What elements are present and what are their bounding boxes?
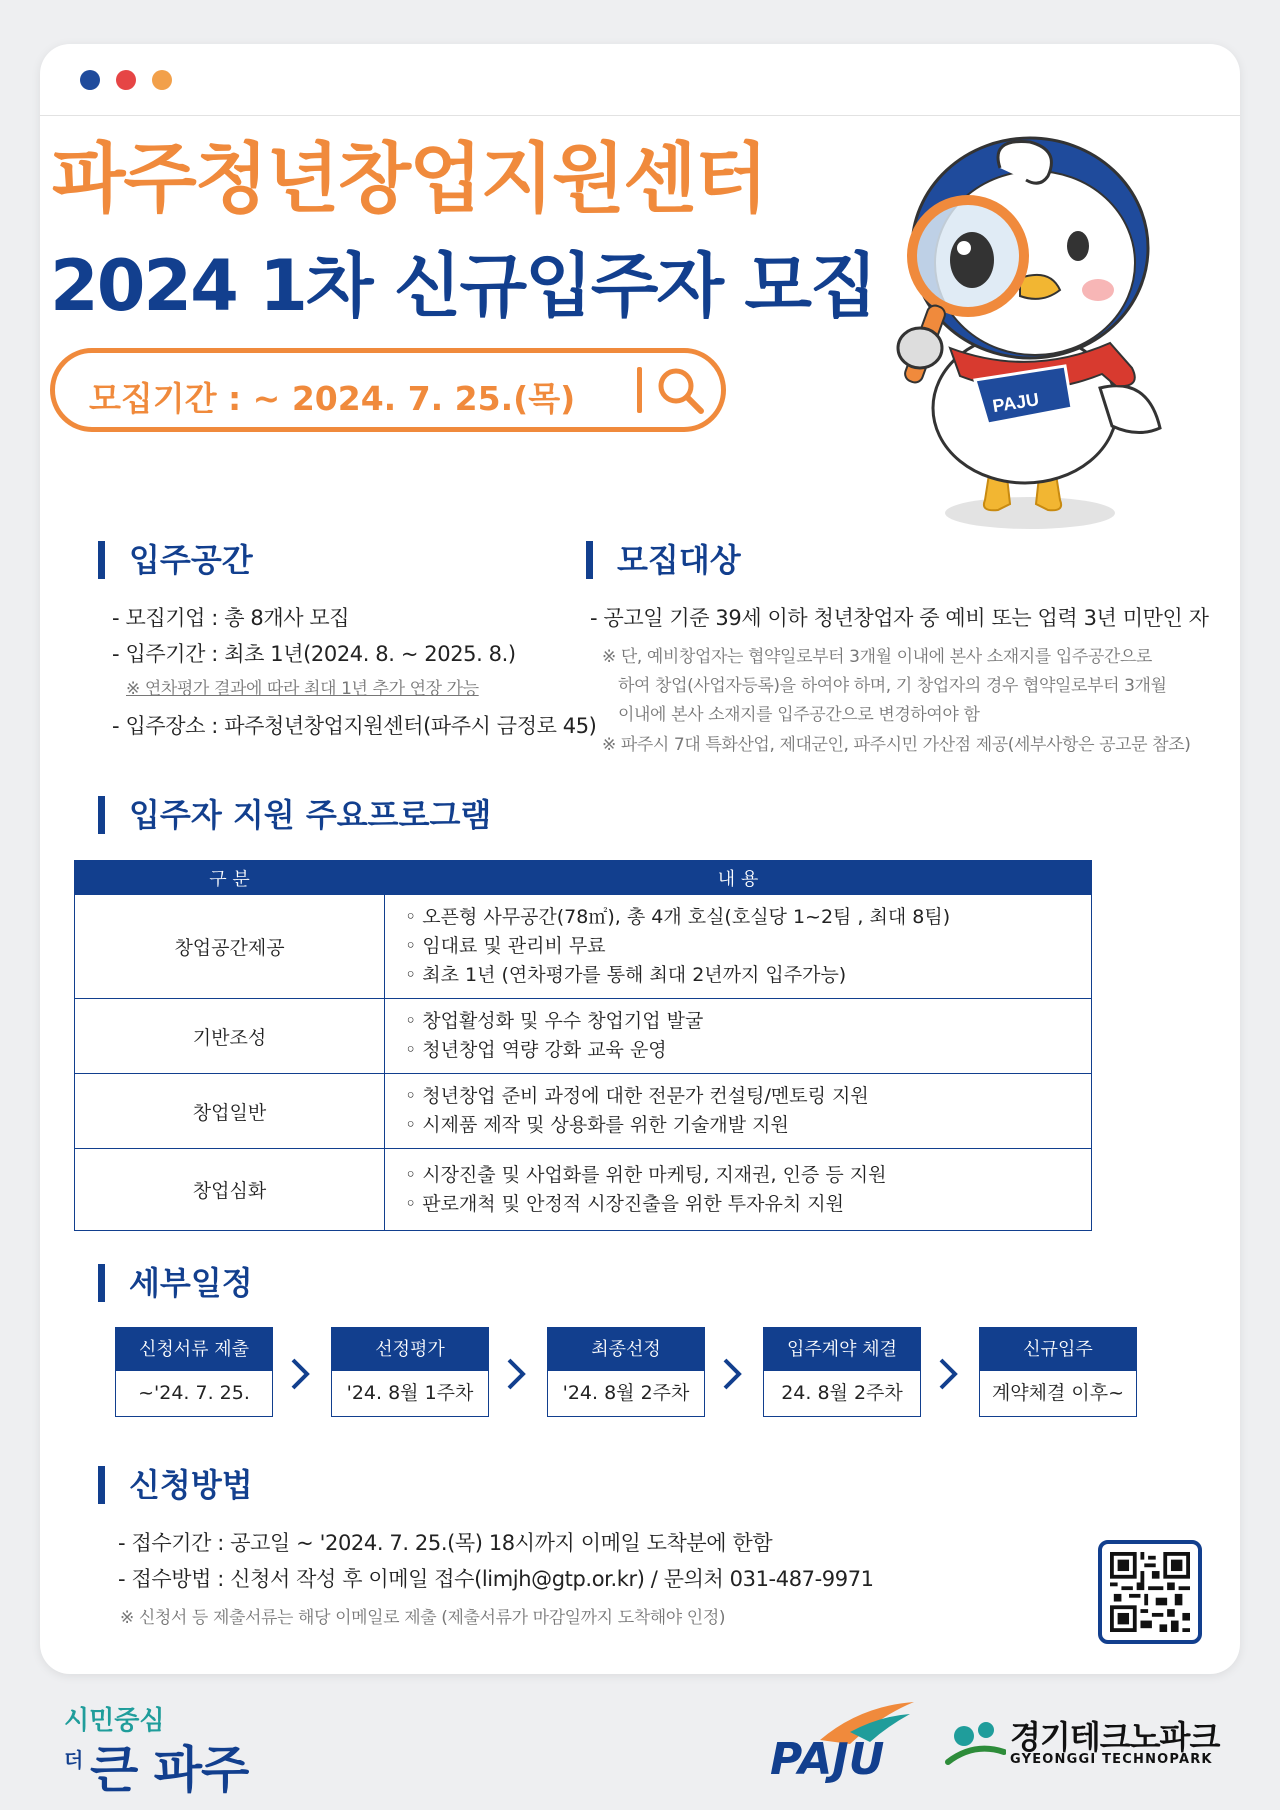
space-period: - 입주기간 : 최초 1년(2024. 8. ~ 2025. 8.) — [112, 642, 516, 666]
section-title-space: 입주공간 — [98, 541, 253, 579]
schedule-step-submit — [115, 1327, 273, 1417]
schedule-step-date: 24. 8월 2주차 — [764, 1371, 920, 1416]
search-cursor-bar — [637, 367, 642, 413]
table-cell-category: 창업일반 — [75, 1074, 385, 1149]
schedule-step-label: 입주계약 체결 — [764, 1328, 920, 1371]
list-item: ◦ 청년창업 준비 과정에 대한 전문가 컨설팅/멘토링 지원 — [405, 1085, 869, 1107]
table-cell-category: 기반조성 — [75, 999, 385, 1074]
schedule-step-date: 계약체결 이후~ — [980, 1371, 1136, 1416]
city-slogan-main: 큰 파주 — [90, 1741, 249, 1799]
city-slogan-top: 시민중심 — [64, 1706, 165, 1736]
target-main: - 공고일 기준 39세 이하 청년창업자 중 예비 또는 업력 3년 미만인 자 — [590, 606, 1209, 630]
target-note-3: 이내에 본사 소재지를 입주공간으로 변경하여야 함 — [618, 705, 980, 725]
chevron-right-icon — [936, 1354, 960, 1394]
list-item: ◦ 최초 1년 (연차평가를 통해 최대 2년까지 입주가능) — [405, 964, 847, 986]
mascot-badge-text: PAJU — [991, 389, 1041, 417]
window-titlebar — [40, 44, 1240, 116]
chevron-right-icon — [504, 1354, 528, 1394]
schedule-step-contract — [763, 1327, 921, 1417]
qr-code-icon[interactable] — [1098, 1540, 1202, 1644]
apply-note: ※ 신청서 등 제출서류는 해당 이메일로 제출 (제출서류가 마감일까지 도착해야 인정) — [120, 1608, 726, 1628]
table-cell-category: 창업공간제공 — [75, 895, 385, 999]
table-cell-content — [385, 999, 1092, 1074]
table-header-category: 구 분 — [75, 861, 385, 895]
table-header-content: 내 용 — [385, 861, 1092, 895]
section-title-programs: 입주자 지원 주요프로그램 — [98, 796, 491, 834]
table-row — [75, 895, 1092, 999]
list-item: ◦ 청년창업 역량 강화 교육 운영 — [405, 1039, 667, 1061]
list-item: ◦ 오픈형 사무공간(78㎡), 총 4개 호실(호실당 1~2팀 , 최대 8팀) — [405, 906, 951, 928]
page-title: 파주청년창업지원센터 — [52, 134, 767, 223]
search-icon — [655, 365, 707, 417]
window-dot-orange — [152, 70, 172, 90]
paju-logo: PAJU — [770, 1734, 885, 1785]
schedule-step-final — [547, 1327, 705, 1417]
list-item: ◦ 임대료 및 관리비 무료 — [405, 935, 606, 957]
window-dot-red — [116, 70, 136, 90]
city-slogan-prefix: 더 — [64, 1748, 84, 1772]
table-header-row — [75, 861, 1092, 895]
list-item: ◦ 시제품 제작 및 상용화를 위한 기술개발 지원 — [405, 1114, 789, 1136]
gtp-logo-korean: 경기테크노파크 — [1010, 1718, 1220, 1756]
target-note-4: ※ 파주시 7대 특화산업, 제대군인, 파주시민 가산점 제공(세부사항은 공고문 참조) — [602, 735, 1191, 755]
schedule-step-label: 최종선정 — [548, 1328, 704, 1371]
table-row — [75, 1074, 1092, 1149]
space-companies: - 모집기업 : 총 8개사 모집 — [112, 606, 350, 630]
gtp-logo-icon — [944, 1718, 1006, 1768]
list-item: ◦ 창업활성화 및 우수 창업기업 발굴 — [405, 1010, 704, 1032]
schedule-step-evaluation — [331, 1327, 489, 1417]
schedule-step-date: '24. 8월 2주차 — [548, 1371, 704, 1416]
schedule-step-date: '24. 8월 1주차 — [332, 1371, 488, 1416]
list-item: ◦ 판로개척 및 안정적 시장진출을 위한 투자유치 지원 — [405, 1192, 844, 1215]
schedule-step-label: 신규입주 — [980, 1328, 1136, 1371]
schedule-step-label: 신청서류 제출 — [116, 1328, 272, 1371]
chevron-right-icon — [720, 1354, 744, 1394]
table-cell-content — [385, 1149, 1092, 1231]
chevron-right-icon — [288, 1354, 312, 1394]
space-period-note: ※ 연차평가 결과에 따라 최대 1년 추가 연장 가능 — [126, 679, 479, 699]
schedule-step-move-in — [979, 1327, 1137, 1417]
target-note-1: ※ 단, 예비창업자는 협약일로부터 3개월 이내에 본사 소재지를 입주공간으로 — [602, 647, 1152, 667]
table-row — [75, 999, 1092, 1074]
target-note-2: 하여 창업(사업자등록)을 하여야 하며, 기 창업자의 경우 협약일로부터 3개월 — [618, 676, 1167, 696]
apply-period: - 접수기간 : 공고일 ~ '2024. 7. 25.(목) 18시까지 이메일 도착분에 한함 — [118, 1531, 773, 1555]
section-title-schedule: 세부일정 — [98, 1264, 253, 1302]
schedule-step-label: 선정평가 — [332, 1328, 488, 1371]
table-cell-category: 창업심화 — [75, 1149, 385, 1231]
apply-method: - 접수방법 : 신청서 작성 후 이메일 접수(limjh@gtp.or.kr) / 문의처 031-487-9971 — [118, 1567, 874, 1591]
section-title-apply: 신청방법 — [98, 1466, 253, 1504]
table-row — [75, 1149, 1092, 1231]
table-cell-content — [385, 895, 1092, 999]
recruitment-period: 모집기간 : ~ 2024. 7. 25.(목) — [89, 379, 576, 418]
recruitment-period-searchbar — [50, 348, 726, 432]
gtp-logo-english: GYEONGGI TECHNOPARK — [1010, 1752, 1213, 1767]
window-dot-blue — [80, 70, 100, 90]
page-subtitle: 2024 1차 신규입주자 모집 — [50, 245, 876, 327]
table-cell-content — [385, 1074, 1092, 1149]
program-table — [74, 860, 1092, 1231]
space-location: - 입주장소 : 파주청년창업지원센터(파주시 금정로 45) — [112, 714, 597, 738]
schedule-step-date: ~'24. 7. 25. — [116, 1371, 272, 1416]
qr-pattern — [1110, 1552, 1190, 1632]
mascot-bird-icon — [880, 128, 1180, 538]
list-item: ◦ 시장진출 및 사업화를 위한 마케팅, 지재권, 인증 등 지원 — [405, 1163, 887, 1186]
section-title-target: 모집대상 — [586, 541, 741, 579]
